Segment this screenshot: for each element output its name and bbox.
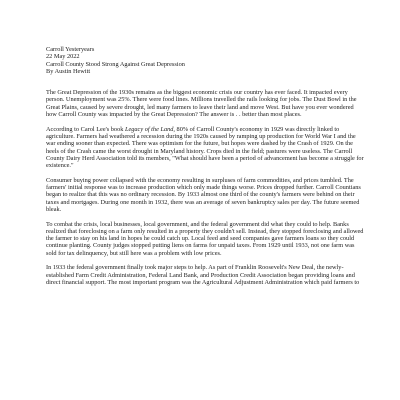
book-title: Legacy of the Land [124, 125, 174, 133]
paragraph-new-deal: In 1933 the federal government finally took major steps to help. As part of Franklin Roosevelt's New Deal, the newly-established Farm Credit Administration, Federal Land Bank, and Production Credit Association began providing loans and direct financial support. The most important program was the Agricultural Adjustment Administration which paid farmers to [46, 264, 360, 286]
paragraph-legacy-of-the-land [46, 126, 364, 170]
article-date: 22 May 2022 [46, 53, 80, 61]
article-byline: By Austin Hewitt [46, 67, 91, 75]
article [46, 46, 364, 286]
column-name: Carroll Yesteryears [46, 46, 95, 53]
article-title: Carroll County Stood Strong Against Great Depression [46, 60, 185, 68]
paragraph-text: , 80% of Carroll County's economy in 1929 was directly linked to agriculture. Farmers had weathered a recession during the 1920s caused by ramping up production for World War I and the war ending sooner than expected. There was optimism for the future, but hopes were dashed by the Crash of 1929. On the heels of the Crash came the worst drought in Maryland history. Crops died in the field; pastures were useless. The Carroll County Dairy Herd Association told its members, "What should have been a period of advancement has become a struggle for existence." [46, 125, 364, 170]
paragraph-intro: The Great Depression of the 1930s remains as the biggest economic crisis our country has ever faced. It impacted every person. Unemployment was 25%. There were food lines. Millions travelled the rails looking for jobs. The Dust Bowl in the Great Plains, caused by severe drought, led many farmers to leave their land and move West. But have you ever wondered how Carroll County was impacted by the Great Depression? The answer is . . better than most places. [46, 89, 357, 119]
paragraph-consumer-buying-power: Consumer buying power collapsed with the economy resulting in surpluses of farm commodities, and prices tumbled. The farmers' initial response was to increase production which only made things worse. Prices dropped further. Carroll Countians began to realize that this was no ordinary recession. By 1933 almost one third of the county's farmers were behind on their taxes and mortgages. During one month in 1932, there was an average of seven bankruptcy sales per day. The future seemed bleak. [46, 176, 361, 213]
paragraph-combat-the-crisis: To combat the crisis, local businesses, local government, and the federal government did what they could to help. Banks realized that foreclosing on a farm only resulted in a property they couldn't sell. Instead, they stopped foreclosing and allowed the farmer to stay on his land in hopes he could catch up. Local feed and seed companies gave farmers loans so they could continue planting. County judges stopped putting liens on farms for unpaid taxes. From 1929 until 1933, not one farm was sold for tax delinquency, but still here was a problem with low prices. [46, 220, 364, 257]
paragraph-text: According to Carol Lee's book [46, 125, 125, 133]
